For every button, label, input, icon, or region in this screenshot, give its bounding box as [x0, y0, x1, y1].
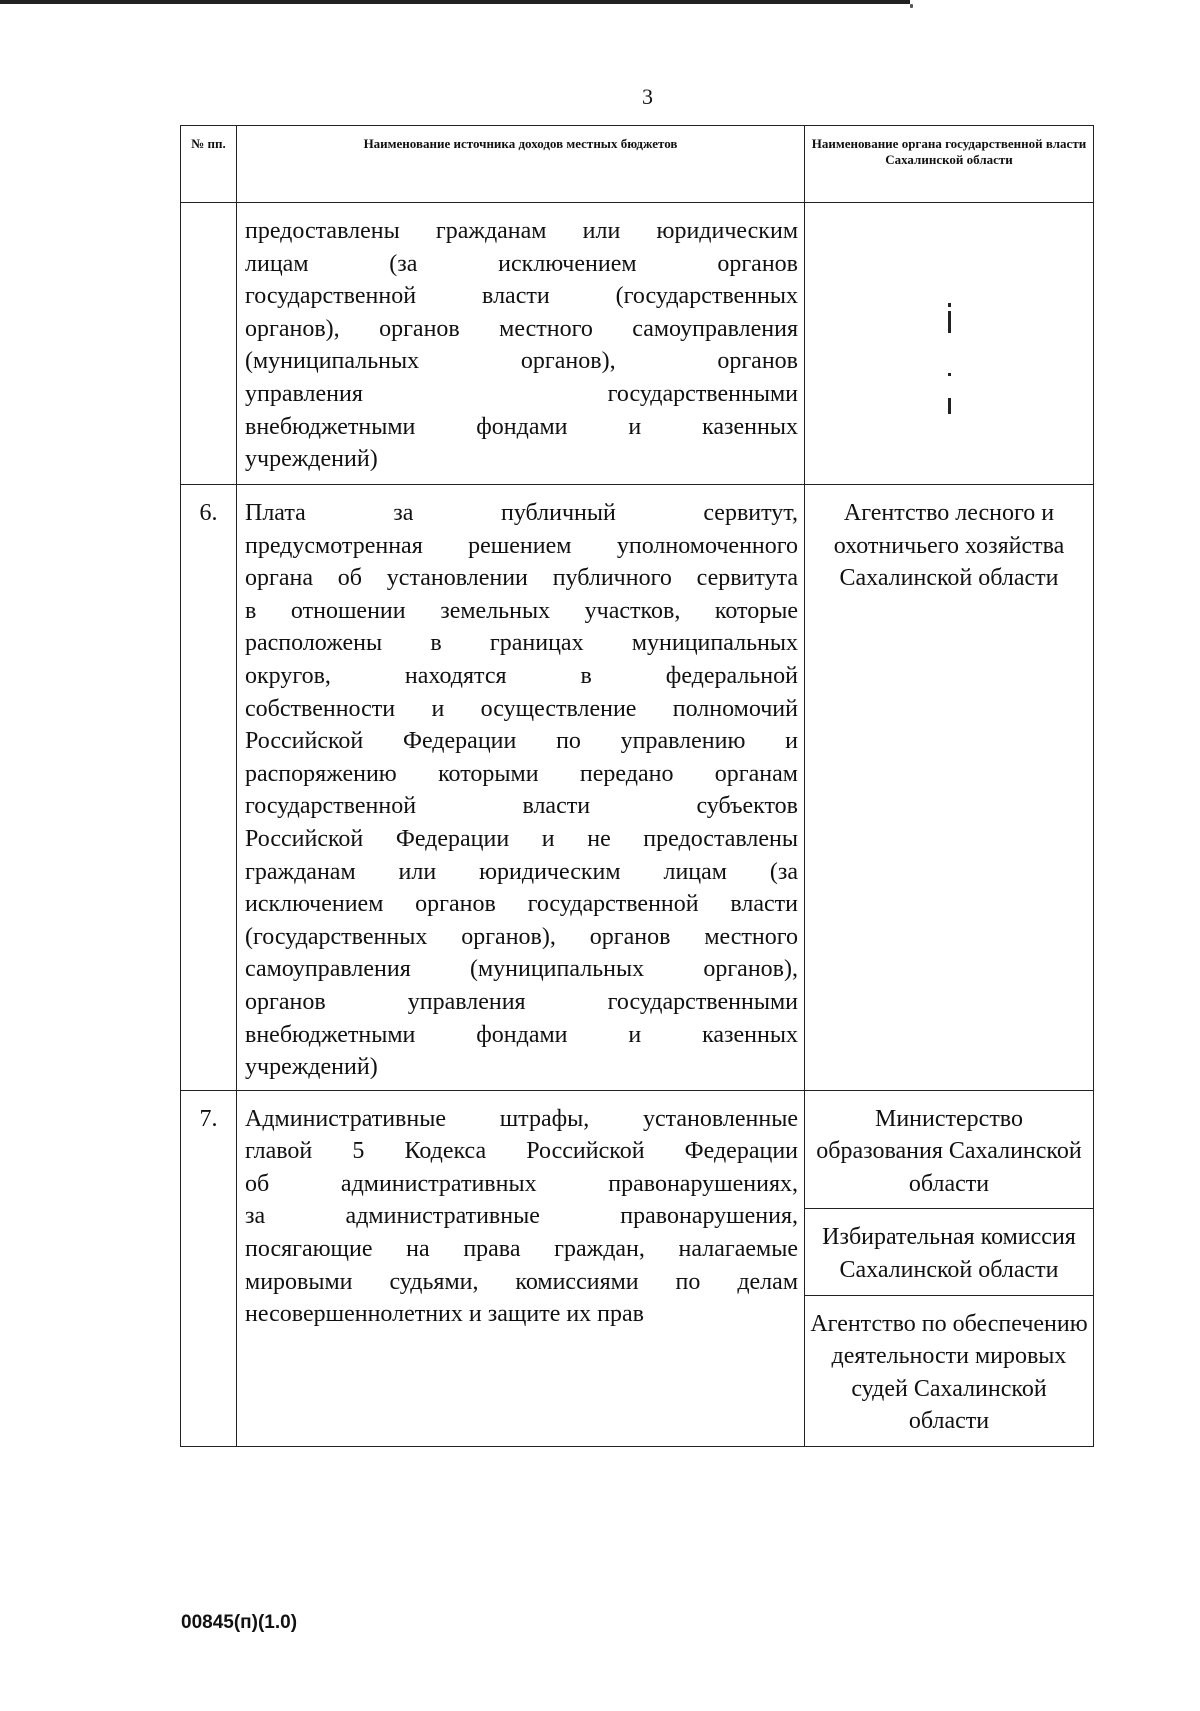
row-authority-empty: [805, 203, 1094, 485]
table-row-7: [181, 1090, 1094, 1446]
source-line: органов), органов местного самоуправления: [245, 315, 798, 342]
source-line: (государственных органов), органов местного: [245, 923, 798, 950]
source-line: Российской Федерации и не предоставлены: [245, 825, 798, 852]
source-line: (муниципальных органов), органов: [245, 348, 798, 375]
row-source-text: [237, 203, 805, 485]
authority-election-commission: Избирательная комиссия Сахалинской области: [805, 1209, 1093, 1295]
source-line: гражданам или юридическим лицам (за: [245, 858, 798, 885]
source-line: Плата за публичный сервитут,: [245, 500, 798, 526]
source-line: об административных правонарушениях,: [245, 1170, 798, 1197]
scan-top-edge: [0, 0, 910, 4]
source-line: управления государственными: [245, 380, 798, 407]
scan-mark: [948, 303, 951, 307]
header-authority: Наименование органа государственной власти Сахалинской области: [805, 126, 1094, 203]
document-code: 00845(п)(1.0): [181, 1612, 298, 1633]
table-header-row: [181, 126, 1094, 203]
source-line: расположены в границах муниципальных: [245, 630, 798, 657]
source-line: мировыми судьями, комиссиями по делам: [245, 1268, 798, 1295]
source-line: за административные правонарушения,: [245, 1203, 798, 1230]
source-line: учреждений): [245, 446, 378, 473]
source-line: государственной власти (государственных: [245, 283, 798, 310]
source-line: исключением органов государственной власти: [245, 891, 798, 918]
scan-mark: [948, 373, 951, 376]
source-line: несовершеннолетних и защите их прав: [245, 1301, 645, 1328]
row-num: [181, 203, 237, 485]
table-row-6: [181, 485, 1094, 1091]
source-line: в отношении земельных участков, которые: [245, 597, 798, 624]
source-line: органов управления государственными: [245, 988, 798, 1015]
source-line: лицам (за исключением органов: [245, 250, 798, 277]
source-line: предоставлены гражданам или юридическим: [245, 218, 798, 244]
scan-mark: [948, 311, 951, 333]
row-num: 6.: [181, 485, 237, 1091]
row-source-text: [237, 1090, 805, 1446]
source-line: Российской Федерации по управлению и: [245, 728, 798, 755]
row-num: 7.: [181, 1090, 237, 1446]
source-line: округов, находятся в федеральной: [245, 662, 798, 689]
source-line: собственности и осуществление полномочий: [245, 695, 798, 722]
scan-artifact: [910, 4, 913, 8]
source-line: самоуправления (муниципальных органов),: [245, 956, 798, 983]
authority-judges-support-agency: Агентство по обеспечению деятельности мировых судей Сахалинской области: [810, 1310, 1088, 1435]
authority-ministry-education: Министерство образования Сахалинской области: [805, 1091, 1093, 1210]
source-line: государственной власти субъектов: [245, 793, 798, 820]
row-source-text: [237, 485, 805, 1091]
row-authority: Агентство лесного и охотничьего хозяйства Сахалинской области: [805, 485, 1094, 1091]
source-line: Административные штрафы, установленные: [245, 1105, 798, 1132]
source-line: учреждений): [245, 1054, 378, 1081]
source-line: посягающие на права граждан, налагаемые: [245, 1236, 798, 1263]
page-number: 3: [642, 84, 653, 109]
table-row-continuation: [181, 203, 1094, 485]
source-line: внебюджетными фондами и казенных: [245, 1021, 798, 1048]
source-line: внебюджетными фондами и казенных: [245, 413, 798, 440]
source-line: распоряжению которыми передано органам: [245, 760, 798, 787]
source-line: главой 5 Кодекса Российской Федерации: [245, 1138, 798, 1165]
row-authorities: [805, 1090, 1094, 1446]
header-source: Наименование источника доходов местных бюджетов: [237, 126, 805, 203]
source-line: предусмотренная решением уполномоченного: [245, 532, 798, 559]
scan-mark: [948, 398, 951, 414]
revenue-sources-table: [180, 125, 1094, 1447]
source-line: органа об установлении публичного сервитута: [245, 565, 798, 592]
header-num: № пп.: [181, 126, 237, 203]
